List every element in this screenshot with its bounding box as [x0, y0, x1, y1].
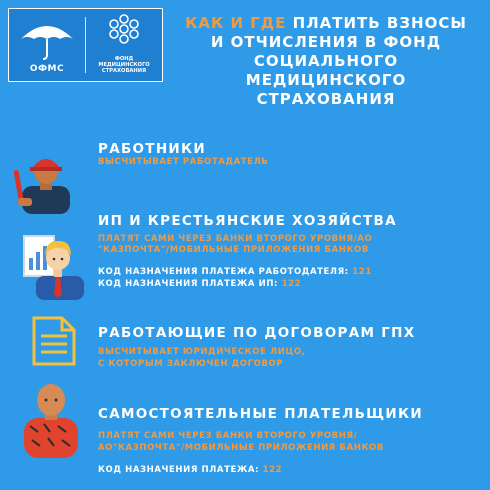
section-title-self: САМОСТОЯТЕЛЬНЫЕ ПЛАТЕЛЬЩИКИ [98, 406, 423, 422]
document-icon [30, 314, 78, 372]
fund-logo [8, 8, 163, 82]
section-title-gph: РАБОТАЮЩИЕ ПО ДОГОВОРАМ ГПХ [98, 325, 416, 341]
self-employed-icon [18, 380, 84, 462]
logo-line-1: ФОНД [114, 56, 134, 62]
ip-code-employer [98, 267, 372, 278]
umbrella-icon [9, 9, 85, 65]
title-accent: КАК И ГДЕ [185, 14, 287, 32]
self-code-label: КОД НАЗНАЧЕНИЯ ПЛАТЕЖА: [98, 465, 260, 475]
gph-line-2: С КОТОРЫМ ЗАКЛЮЧЕН ДОГОВОР [98, 359, 284, 369]
ip-line-2: "КАЗПОЧТА"/МОБИЛЬНЫЕ ПРИЛОЖЕНИЯ БАНКОВ [98, 245, 369, 255]
worker-icon [14, 150, 76, 218]
ip-code-ip [98, 279, 301, 290]
title-rest: ПЛАТИТЬ ВЗНОСЫ И ОТЧИСЛЕНИЯ В ФОНД СОЦИАЛЬНОГО МЕДИЦИНСКОГО СТРАХОВАНИЯ [210, 14, 467, 108]
self-line-2: АО"КАЗПОЧТА"/МОБИЛЬНЫЕ ПРИЛОЖЕНИЯ БАНКОВ [98, 443, 384, 453]
logo-right-text [88, 56, 160, 74]
ip-line-1: ПЛАТЯТ САМИ ЧЕРЕЗ БАНКИ ВТОРОГО УРОВНЯ/АО [98, 234, 373, 244]
ofms-logo [9, 9, 85, 81]
logo-line-3: СТРАХОВАНИЯ [101, 68, 147, 74]
ip-code-employer-value: 121 [352, 267, 372, 277]
self-code [98, 465, 282, 476]
flower-emblem-icon [86, 9, 162, 55]
businessman-icon [22, 232, 88, 304]
logo-line-2: МЕДИЦИНСКОГО [98, 62, 150, 68]
self-code-value: 122 [262, 465, 283, 475]
page-title [176, 14, 476, 109]
self-line-1: ПЛАТЯТ САМИ ЧЕРЕЗ БАНКИ ВТОРОГО УРОВНЯ/ [98, 431, 358, 441]
workers-line-1: ВЫСЧИТЫВАЕТ РАБОТАДАТЕЛЬ [98, 157, 269, 167]
logo-left-text: ОФМС [29, 64, 65, 74]
gph-line-1: ВЫСЧИТЫВАЕТ ЮРИДИЧЕСКОЕ ЛИЦО, [98, 347, 306, 357]
section-title-workers: РАБОТНИКИ [98, 141, 206, 157]
ip-code-ip-label: КОД НАЗНАЧЕНИЯ ПЛАТЕЖА ИП: [98, 279, 279, 289]
ip-code-employer-label: КОД НАЗНАЧЕНИЯ ПЛАТЕЖА РАБОТОДАТЕЛЯ: [98, 267, 349, 277]
fms-logo [86, 9, 162, 81]
ip-code-ip-value: 122 [281, 279, 302, 289]
section-title-ip: ИП И КРЕСТЬЯНСКИЕ ХОЗЯЙСТВА [98, 213, 397, 229]
